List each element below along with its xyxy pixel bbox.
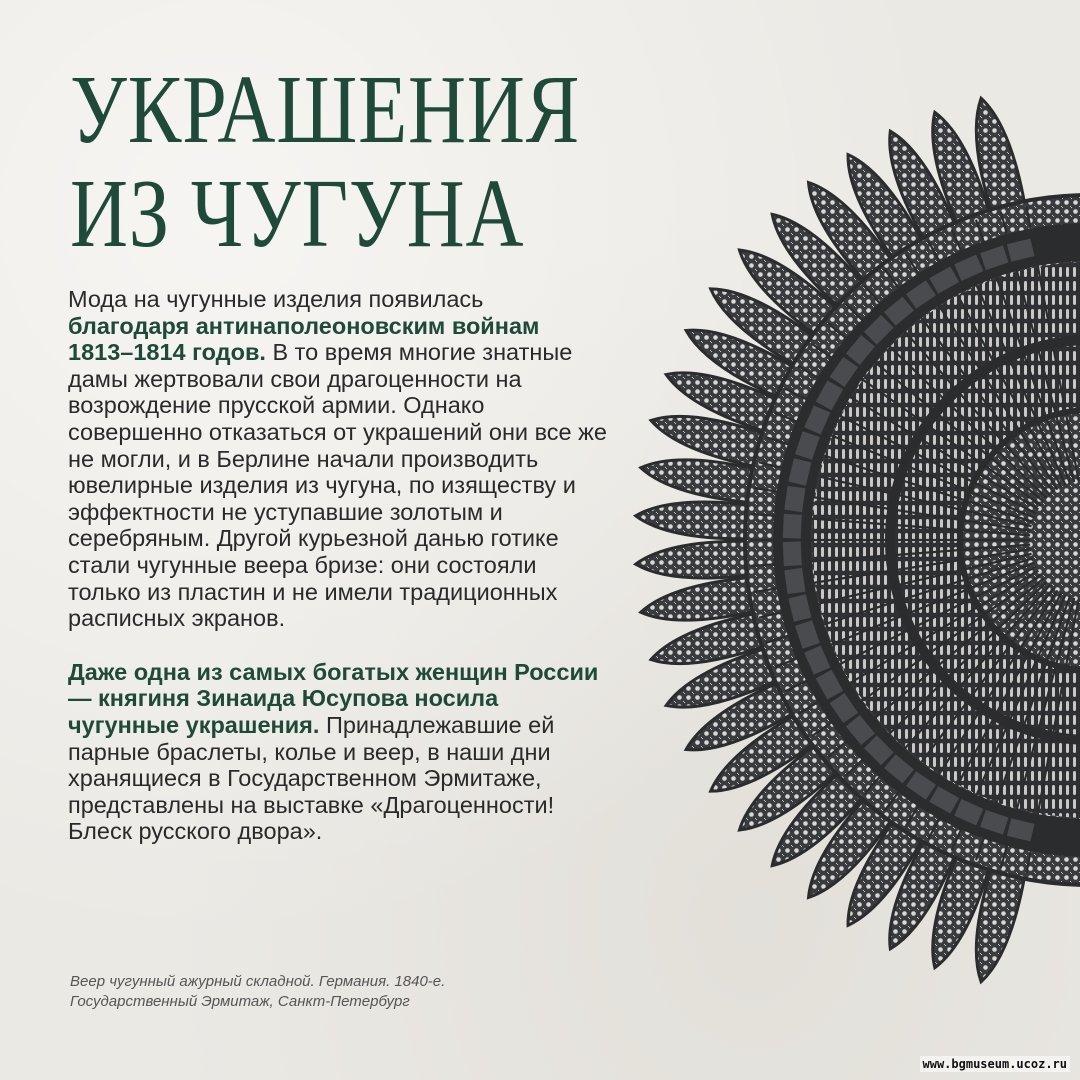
fan-stud	[783, 541, 802, 566]
paragraph-1-highlight: благодаря антинаполеоновским войнам 1813–1814 годов.	[68, 312, 540, 366]
watermark-url: www.bgmuseum.ucoz.ru	[920, 1056, 1071, 1072]
paragraph-1	[68, 286, 608, 632]
article-body	[68, 286, 608, 845]
caption-line-1: Веер чугунный ажурный складной. Германия. 1840-е.	[70, 973, 446, 990]
paragraph-2	[68, 659, 608, 845]
fan-stud	[784, 568, 805, 594]
fan-stud	[783, 514, 802, 539]
paragraph-2-text: Принадлежавшие ей парные браслеты, колье и веер, в наши дни хранящиеся в Государственном Эрмитаже, представлены на выставке «Драгоценности! Блеск русского двора».	[68, 711, 555, 845]
paragraph-1-text: В то время многие знатные дамы жертвовали свои драгоценности на возрождение прусской армии. Однако совершенно отказаться от украшений они все же не могли, и в Берлине начали производить ювелирные изделия из чугуна, по изяществу и эффектности не уступавшие золотым и серебряным. Другой курьезной данью готике стали чугунные веера бризе: они состояли только из пластин и не имели традиционных расписных экранов.	[68, 339, 607, 632]
fan-blade	[636, 541, 762, 578]
fan-stud	[784, 486, 805, 512]
image-caption	[70, 972, 445, 1012]
title-line-1: УКРАШЕНИЯ	[70, 56, 581, 164]
page-title	[70, 58, 580, 266]
paragraph-2-highlight: Даже одна из самых богатых женщин России — княгиня Зинаида Юсупова носила чугунные украшения.	[68, 658, 599, 738]
paragraph-1-intro: Мода на чугунные изделия появилась	[68, 286, 484, 312]
fan-group	[636, 98, 1080, 982]
caption-line-2: Государственный Эрмитаж, Санкт-Петербург	[70, 993, 410, 1010]
fan-blade	[636, 502, 762, 539]
title-line-2: ИЗ ЧУГУНА	[70, 160, 525, 268]
